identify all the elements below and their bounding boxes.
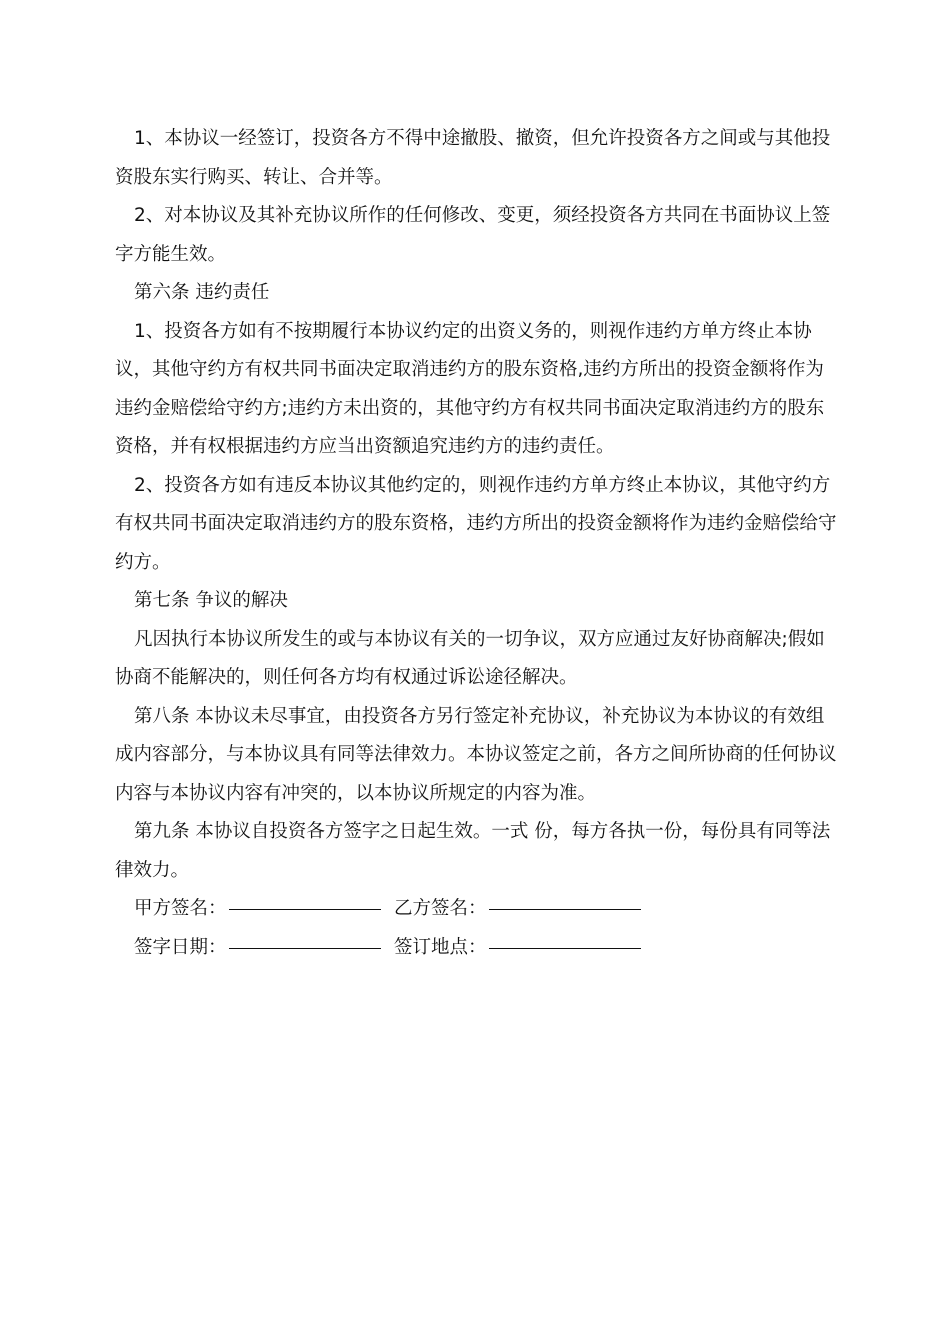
paragraph-2: 2、对本协议及其补充协议所作的任何修改、变更，须经投资各方共同在书面协议上签字方能生效。 — [115, 205, 831, 265]
party-a-signature-field — [134, 890, 394, 929]
party-b-signature-field — [394, 890, 654, 929]
party-a-signature-line[interactable] — [229, 908, 381, 910]
paragraph-5: 凡因执行本协议所发生的或与本协议有关的一切争议，双方应通过友好协商解决;假如协商不能解决的，则任何各方均有权通过诉讼途径解决。 — [115, 628, 825, 688]
article-7-heading: 第七条 争议的解决 — [134, 590, 288, 611]
party-b-label: 乙方签名： — [394, 898, 487, 919]
signature-row-2 — [115, 929, 837, 968]
sign-date-line[interactable] — [229, 947, 381, 949]
sign-date-label: 签字日期： — [134, 936, 227, 958]
article-8-paragraph: 第八条 本协议未尽事宜，由投资各方另行签定补充协议，补充协议为本协议的有效组成内容部分，与本协议具有同等法律效力。本协议签定之前，各方之间所协商的任何协议内容与本协议内容有冲突的，以本协议所规定的内容为准。 — [115, 705, 837, 804]
party-a-label: 甲方签名： — [134, 898, 227, 919]
article-6-heading: 第六条 违约责任 — [134, 282, 270, 303]
paragraph-1: 1、本协议一经签订，投资各方不得中途撤股、撤资，但允许投资各方之间或与其他投资股东实行购买、转让、合并等。 — [115, 128, 831, 188]
document-page — [115, 120, 837, 967]
sign-date-field — [134, 929, 394, 968]
signature-row-1 — [115, 890, 837, 929]
sign-place-line[interactable] — [489, 947, 641, 949]
paragraph-4: 2、投资各方如有违反本协议其他约定的，则视作违约方单方终止本协议，其他守约方有权共同书面决定取消违约方的股东资格，违约方所出的投资金额将作为违约金赔偿给守约方。 — [115, 474, 837, 573]
sign-place-field — [394, 929, 654, 968]
paragraph-3: 1、投资各方如有不按期履行本协议约定的出资义务的，则视作违约方单方终止本协议，其他守约方有权共同书面决定取消违约方的股东资格,违约方所出的投资金额将作为违约金赔偿给守约方;违约方未出资的，其他守约方有权共同书面决定取消违约方的股东资格，并有权根据违约方应当出资额追究违约方的违约责任。 — [115, 320, 825, 457]
party-b-signature-line[interactable] — [489, 908, 641, 910]
sign-place-label: 签订地点： — [394, 936, 487, 958]
article-9-paragraph: 第九条 本协议自投资各方签字之日起生效。一式 份，每方各执一份，每份具有同等法律效力。 — [115, 821, 831, 881]
